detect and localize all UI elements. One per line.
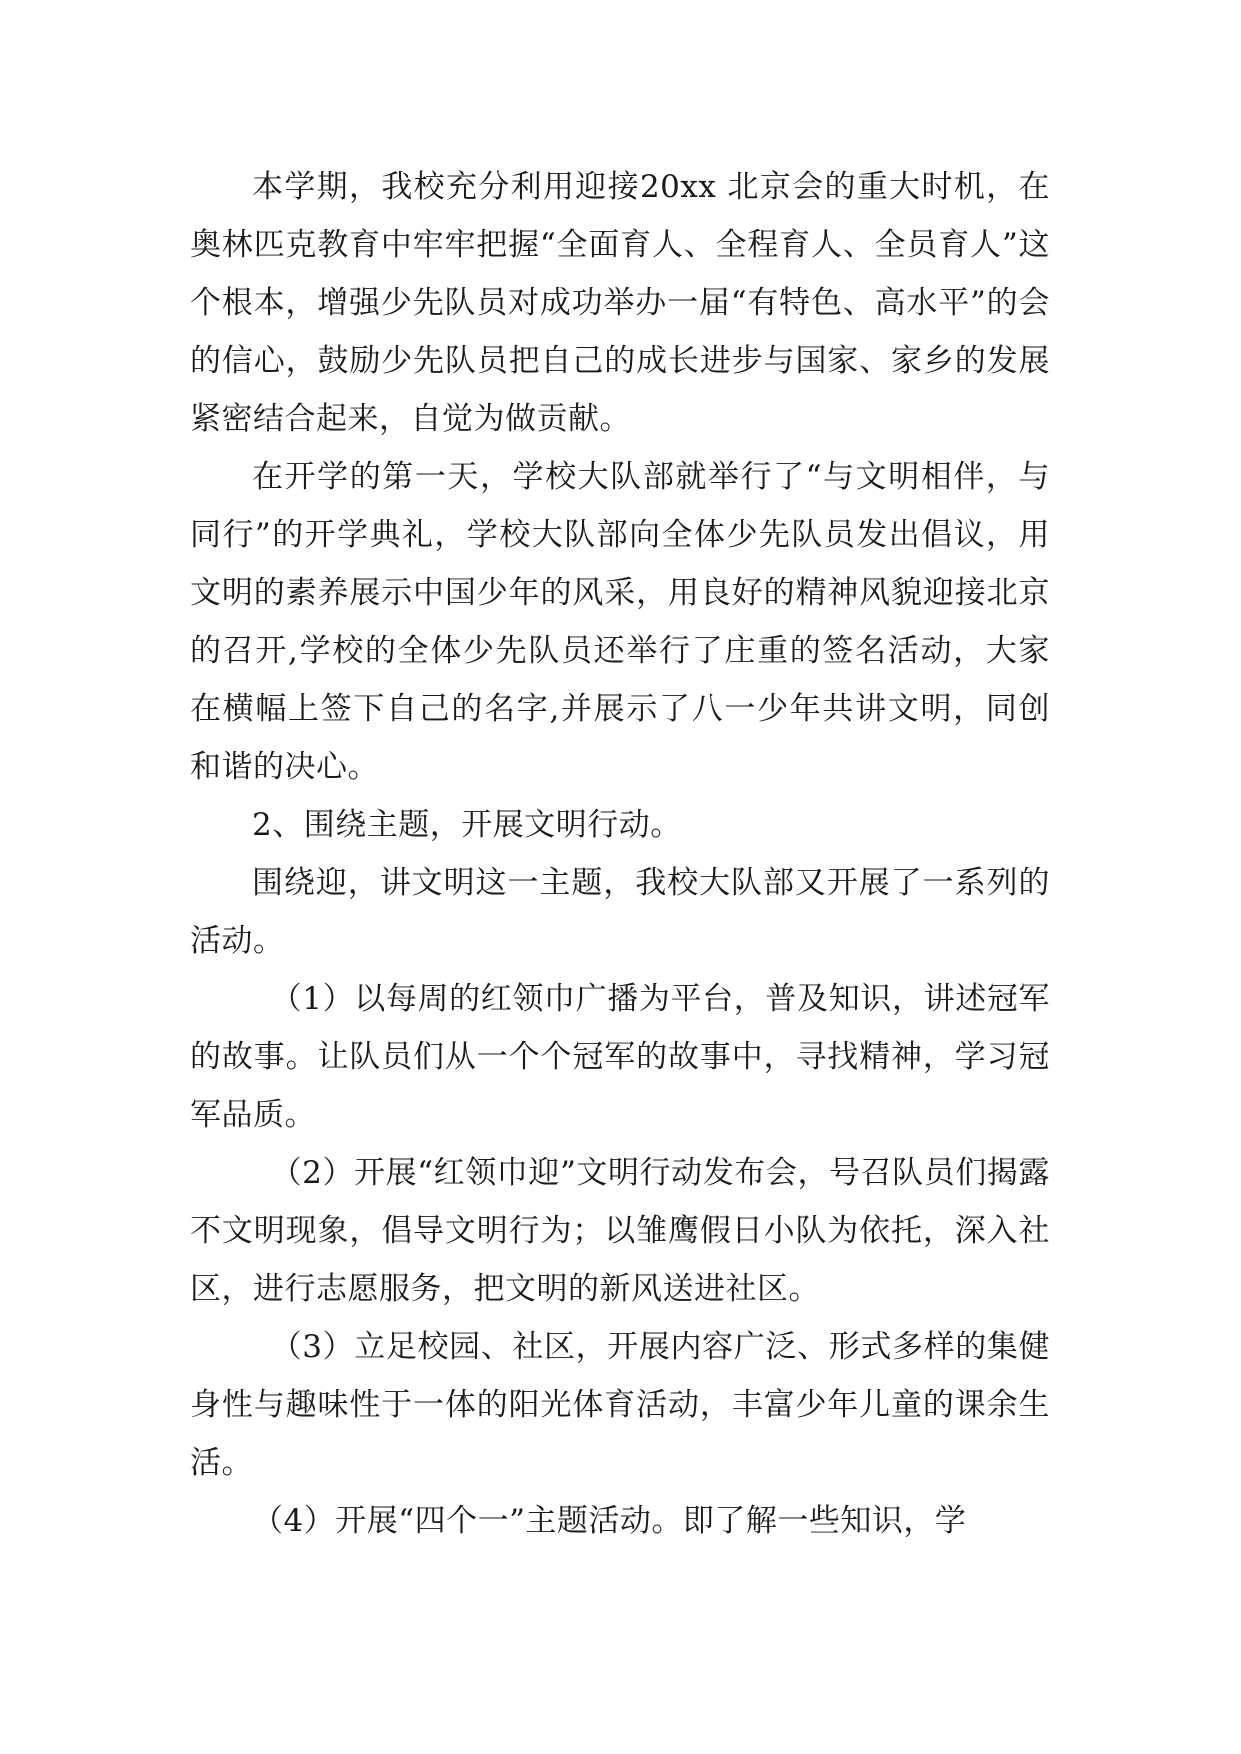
list-item-4: （4）开展“四个一”主题活动。即了解一些知识，学 (252, 1503, 967, 1539)
paragraph-activities-intro: 围绕迎，讲文明这一主题，我校大队部又开展了一系列的活动。 (190, 865, 1050, 959)
list-item-1: （1）以每周的红领巾广播为平台，普及知识，讲述冠军的故事。让队员们从一个个冠军的故事中，寻找精神，学习冠军品质。 (190, 981, 1050, 1133)
paragraph-intro: 本学期，我校充分利用迎接20xx 北京会的重大时机，在奥林匹克教育中牢牢把握“全面育人、全程育人、全员育人”这个根本，增强少先队员对成功举办一届“有特色、高水平”的会的信心，鼓励少先队员把自己的成长进步与国家、家乡的发展紧密结合起来，自觉为做贡献。 (190, 169, 1050, 437)
section-heading: 2、围绕主题，开展文明行动。 (252, 807, 682, 843)
list-item-2: （2）开展“红领巾迎”文明行动发布会，号召队员们揭露不文明现象，倡导文明行为；以雏鹰假日小队为依托，深入社区，进行志愿服务，把文明的新风送进社区。 (190, 1155, 1050, 1307)
list-item-3: （3）立足校园、社区，开展内容广泛、形式多样的集健身性与趣味性于一体的阳光体育活动，丰富少年儿童的课余生活。 (190, 1329, 1050, 1481)
document-body (190, 158, 1050, 1550)
paragraph-opening-ceremony: 在开学的第一天，学校大队部就举行了“与文明相伴，与同行”的开学典礼，学校大队部向全体少先队员发出倡议，用文明的素养展示中国少年的风采，用良好的精神风貌迎接北京的召开,学校的全体少先队员还举行了庄重的签名活动，大家在横幅上签下自己的名字,并展示了八一少年共讲文明，同创和谐的决心。 (190, 459, 1050, 785)
